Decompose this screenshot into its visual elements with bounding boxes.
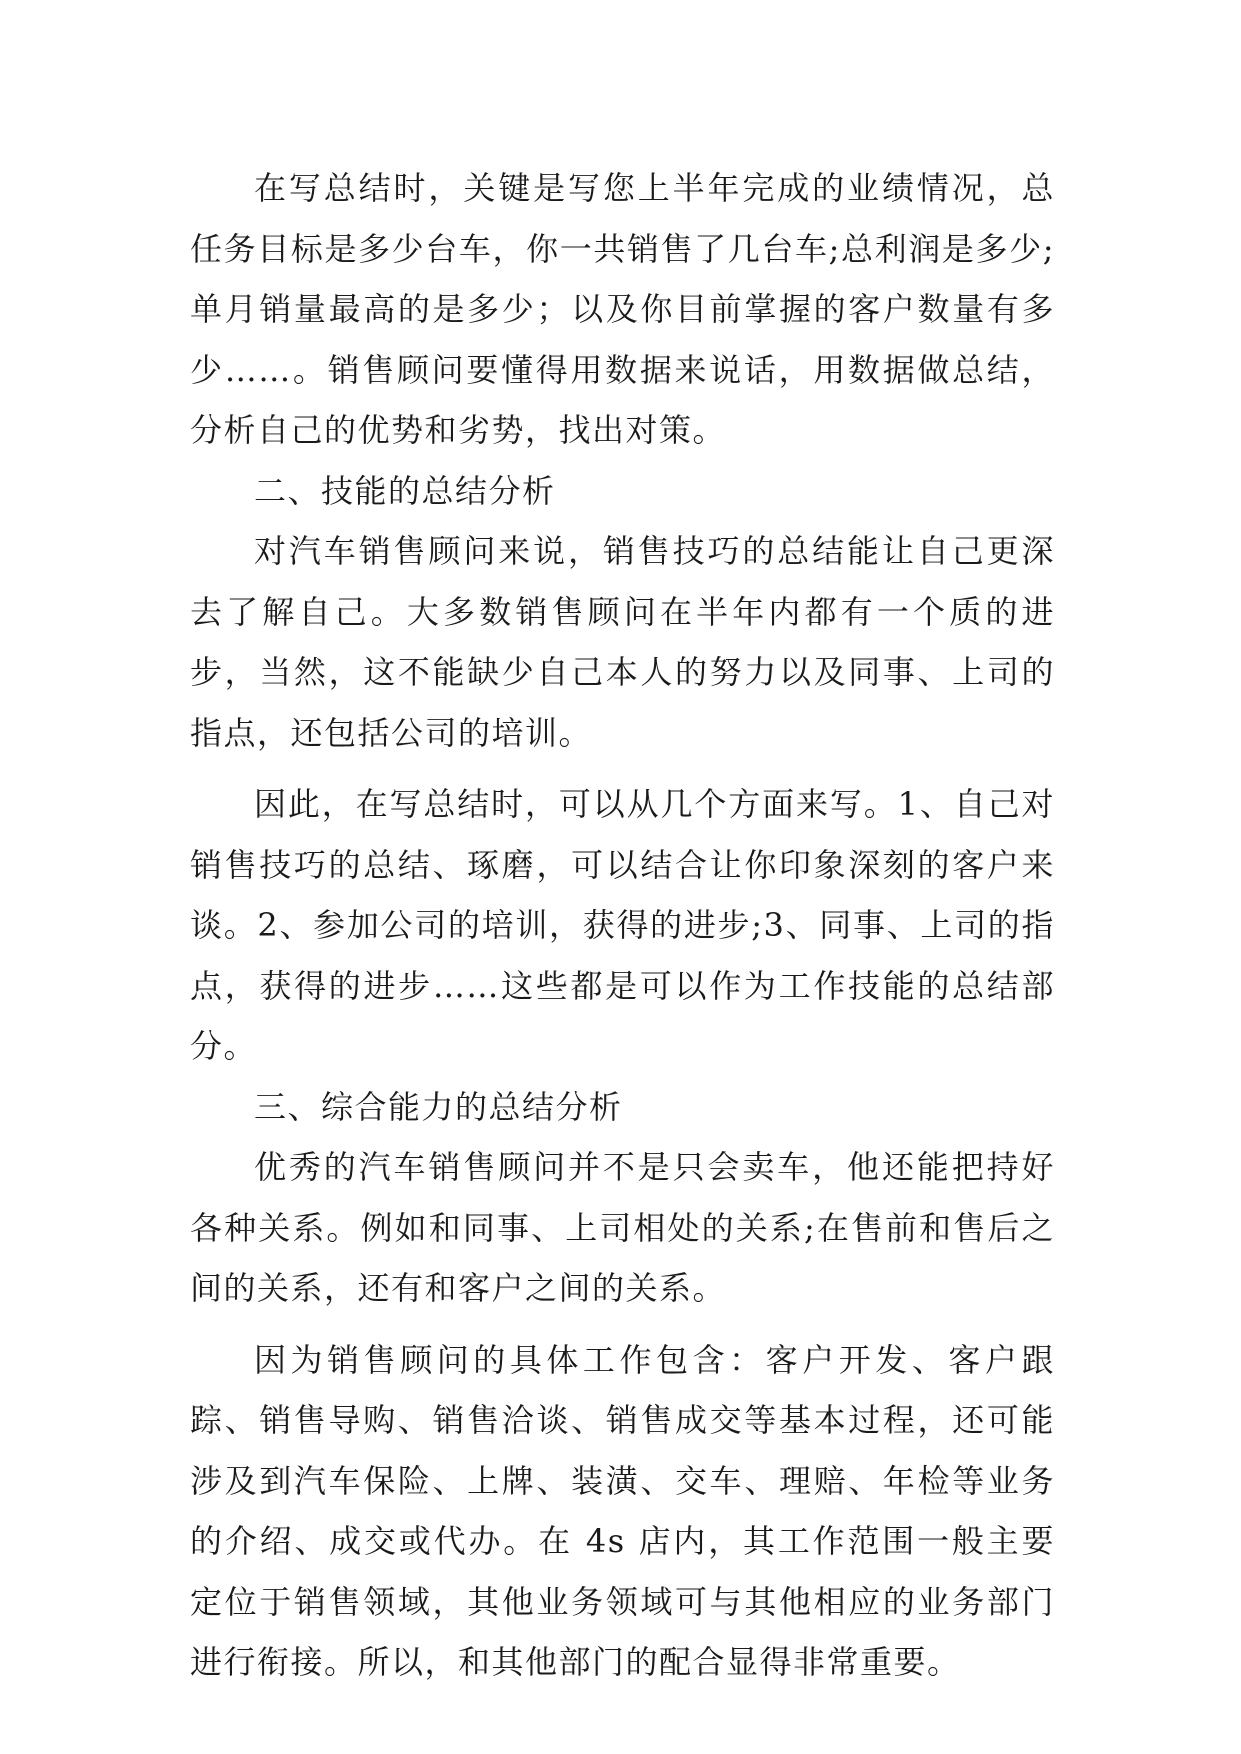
paragraph-skills-method: 因此，在写总结时，可以从几个方面来写。1、自己对销售技巧的总结、琢磨，可以结合让你印象深刻的客户来谈。2、参加公司的培训，获得的进步;3、同事、上司的指点，获得的进步……这些都是可以作为工作技能的总结部分。 bbox=[190, 785, 1055, 1065]
paragraph-gap bbox=[190, 763, 1055, 774]
paragraph-job-scope: 因为销售顾问的具体工作包含：客户开发、客户跟踪、销售导购、销售洽谈、销售成交等基本过程，还可能涉及到汽车保险、上牌、装潢、交车、理赔、年检等业务的介绍、成交或代办。在 4s 店内，其工作范围一般主要定位于销售领域，其他业务领域可与其他相应的业务部门进行衔接。所以，和其他部门的配合显得非常重要。 bbox=[190, 1340, 1055, 1681]
section-heading-comprehensive: 三、综合能力的总结分析 bbox=[254, 1087, 623, 1126]
paragraph-performance-summary: 在写总结时，关键是写您上半年完成的业绩情况，总任务目标是多少台车，你一共销售了几台车;总利润是多少;单月销量最高的是多少；以及你目前掌握的客户数量有多少……。销售顾问要懂得用数据来说话，用数据做总结，分析自己的优势和劣势，找出对策。 bbox=[190, 169, 1055, 449]
paragraph-skills-intro: 对汽车销售顾问来说，销售技巧的总结能让自己更深去了解自己。大多数销售顾问在半年内都有一个质的进步，当然，这不能缺少自己本人的努力以及同事、上司的指点，还包括公司的培训。 bbox=[190, 532, 1055, 752]
paragraph-gap bbox=[190, 1319, 1055, 1330]
paragraph-relationships: 优秀的汽车销售顾问并不是只会卖车，他还能把持好各种关系。例如和同事、上司相处的关系;在售前和售后之间的关系，还有和客户之间的关系。 bbox=[190, 1148, 1055, 1307]
section-heading-skills: 二、技能的总结分析 bbox=[254, 471, 556, 510]
document-body bbox=[190, 158, 1055, 1693]
